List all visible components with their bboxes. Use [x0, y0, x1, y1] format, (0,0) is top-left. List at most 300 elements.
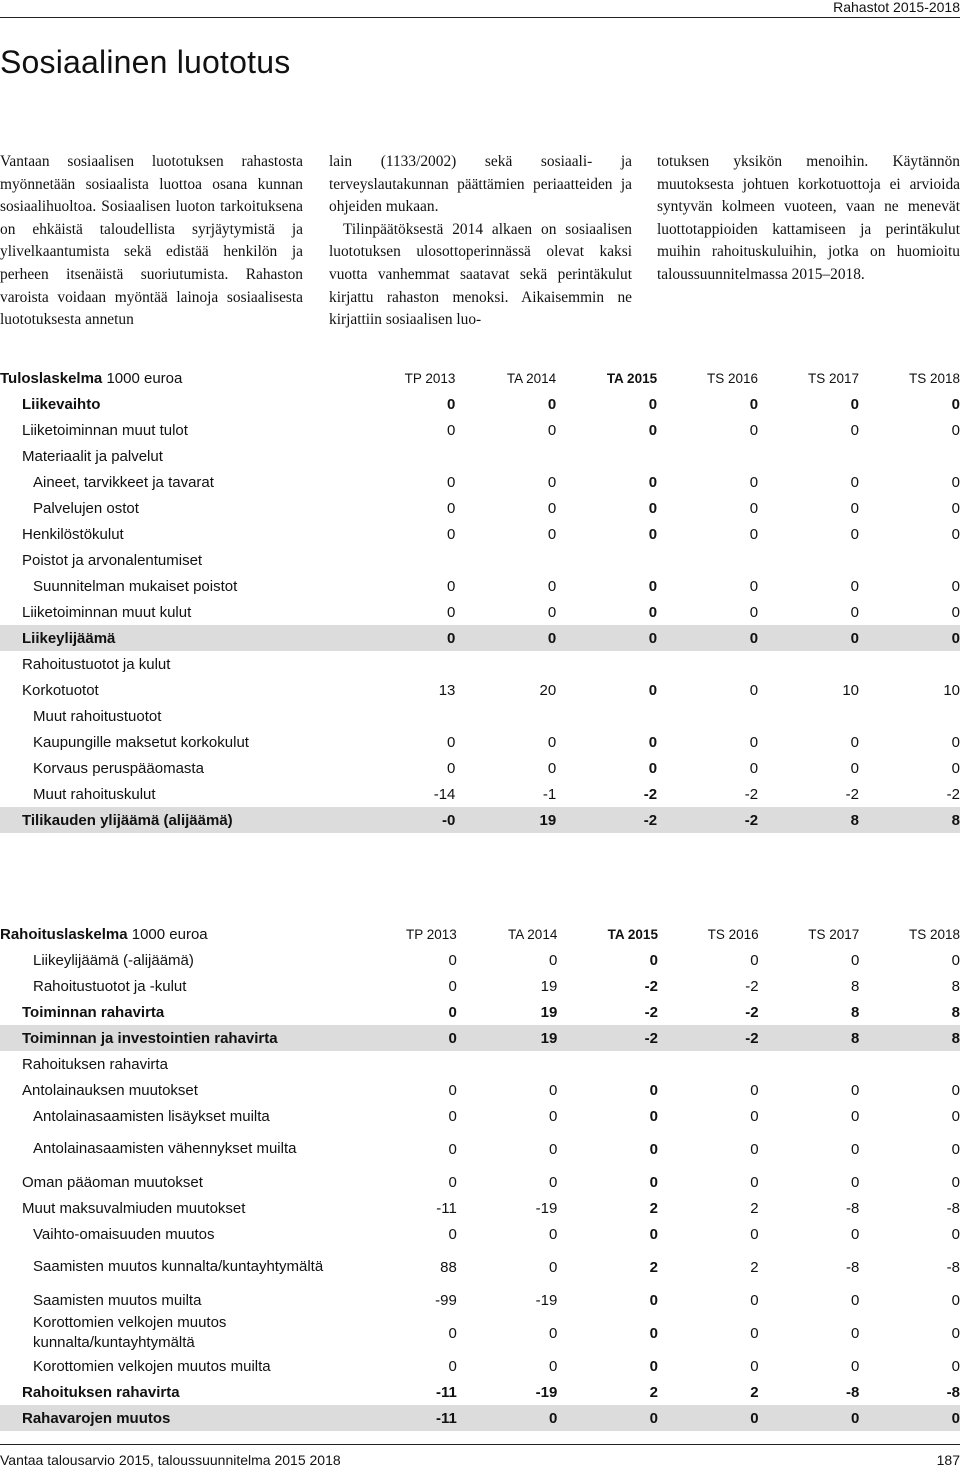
cell-value: 0 [547, 577, 557, 595]
cell-value: 0 [649, 1173, 658, 1191]
cell-value: 0 [951, 1081, 960, 1099]
column-header: TS 2018 [908, 926, 960, 942]
cell-value: 2 [649, 1383, 658, 1401]
cell-value: 0 [447, 577, 456, 595]
table-row [0, 1313, 960, 1353]
cell-value [657, 547, 758, 573]
row-label: Oman pääoman muutokset [22, 1173, 203, 1191]
row-label: Korottomien velkojen muutos muilta [33, 1357, 271, 1375]
cell-value: 0 [448, 1357, 457, 1375]
row-label: Saamisten muutos kunnalta/kuntayhtymältä [33, 1258, 324, 1275]
cell-value: 0 [758, 625, 859, 651]
table-row [0, 1247, 960, 1287]
cell-value: 0 [448, 1140, 457, 1158]
cell-value: 0 [457, 1405, 558, 1431]
cell-value: -2 [657, 807, 758, 833]
table-row [0, 443, 960, 469]
cell-value: 0 [850, 525, 859, 543]
cell-value: 8 [759, 1025, 860, 1051]
cell-value: 0 [448, 1324, 457, 1342]
cell-value: 0 [750, 1140, 759, 1158]
cell-value: 0 [749, 421, 759, 439]
cell-value: 0 [951, 577, 960, 595]
row-label: Korvaus peruspääomasta [33, 759, 204, 777]
row-label: Antolainauksen muutokset [22, 1081, 198, 1099]
intro-paragraph: totuksen yksikön menoihin. Käytännön muutoksesta johtuen korkotuottoja ei arvioida syntyvän kolmeen vuoteen, vaan ne menevät luottotappioiden kattamiseen ja perintäkulut muihin rahoituskuluihin, jotka on huomioitu taloussuunnitelmassa 2015‒2018. [657, 153, 960, 283]
cell-value [455, 547, 556, 573]
cell-value [455, 443, 556, 469]
cell-value: 0 [859, 1405, 960, 1431]
cell-value: 0 [447, 499, 456, 517]
cell-value: 0 [951, 1291, 960, 1309]
table-row [0, 1195, 960, 1221]
intro-column-2 [329, 151, 632, 332]
row-label: Rahoituksen rahavirta [22, 1055, 168, 1073]
cell-value [758, 703, 859, 729]
cell-value [457, 1051, 558, 1077]
intro-column-1 [0, 151, 303, 332]
table-row [0, 573, 960, 599]
cell-value: 0 [549, 1225, 558, 1243]
cell-value: 0 [448, 1225, 457, 1243]
cell-value [859, 651, 960, 677]
intro-paragraph: Tilinpäätöksestä 2014 alkaen on sosiaalisen luototuksen ulosottoperinnässä olevat kaksi vuotta vanhemmat saatavat sekä perintäkulut kirjattu rahaston menoksi. Aikaisemmin ne kirjattiin sosiaalisen luo- [329, 220, 632, 329]
cell-value: 0 [549, 1357, 558, 1375]
cell-value: -19 [535, 1199, 558, 1217]
cell-value: 0 [649, 1324, 658, 1342]
cell-value: -1 [542, 785, 557, 803]
cell-value: 0 [951, 473, 960, 491]
cell-value: -11 [436, 1199, 457, 1217]
column-header: TA 2014 [506, 370, 557, 386]
cell-value: 0 [549, 1324, 558, 1342]
row-label: Toiminnan ja investointien rahavirta [0, 1025, 356, 1051]
intro-column-3 [657, 151, 960, 287]
cell-value: -0 [354, 807, 455, 833]
cell-value [455, 703, 556, 729]
cell-value: 2 [649, 1199, 658, 1217]
row-label: Toiminnan rahavirta [22, 1003, 165, 1021]
cell-value: 0 [749, 603, 759, 621]
cell-value: -11 [356, 1405, 457, 1431]
cell-value: 0 [749, 577, 759, 595]
intro-paragraph: Vantaan sosiaalisen luototuksen rahastosta myönnetään sosiaalista luottoa osana kunnan sosiaalihuoltoa. Sosiaalisen luoton tarkoituksena on ehkäistä taloudellista syrjäytymistä ja ylivelkaantumista sekä edistää henkilön ja perheen itsenäistä suoriutumista. Rahaston varoista voidaan myöntää lainoja sosiaalisesta luototuksesta annetun [0, 153, 303, 329]
table-row [0, 729, 960, 755]
table-row [0, 1103, 960, 1129]
cell-value: 0 [448, 977, 457, 995]
cell-value: 0 [648, 525, 658, 543]
row-label: Aineet, tarvikkeet ja tavarat [33, 473, 214, 491]
cell-value: 10 [943, 681, 960, 699]
table-row [0, 1379, 960, 1405]
cell-value: 8 [951, 977, 960, 995]
table-row [0, 391, 960, 417]
cell-value: 0 [951, 733, 960, 751]
cell-value: 0 [648, 395, 658, 413]
cell-value: 0 [749, 733, 759, 751]
cell-value: -2 [557, 1025, 658, 1051]
cell-value: -14 [433, 785, 456, 803]
column-header: TS 2016 [707, 370, 759, 386]
cell-value: 0 [750, 1291, 759, 1309]
cell-value: 0 [447, 603, 456, 621]
table-row [0, 1353, 960, 1379]
cell-value: -2 [744, 785, 759, 803]
row-label: Vaihto-omaisuuden muutos [33, 1225, 215, 1243]
row-label: Rahoituksen rahavirta [22, 1383, 180, 1401]
cell-value: 0 [951, 951, 960, 969]
cell-value: 0 [648, 603, 658, 621]
column-header: TP 2013 [404, 370, 456, 386]
table-row [0, 703, 960, 729]
cell-value [759, 1051, 860, 1077]
cell-value: 0 [649, 1291, 658, 1309]
cell-value: 0 [547, 733, 557, 751]
row-label: Liiketoiminnan muut tulot [22, 421, 188, 439]
cell-value [657, 703, 758, 729]
cell-value: 0 [749, 681, 759, 699]
cell-value: 0 [547, 395, 557, 413]
column-header: TS 2018 [908, 370, 960, 386]
table-row [0, 947, 960, 973]
table-title-text: Rahoituslaskelma [0, 925, 128, 943]
table-row [0, 625, 960, 651]
cell-value: 0 [649, 951, 658, 969]
cell-value: 0 [354, 625, 455, 651]
table-row [0, 495, 960, 521]
cell-value [657, 443, 758, 469]
cell-value [758, 547, 859, 573]
cell-value: 0 [750, 951, 759, 969]
row-label: Rahoitustuotot ja -kulut [33, 977, 187, 995]
row-label: Rahavarojen muutos [0, 1405, 356, 1431]
cell-value: 8 [758, 807, 859, 833]
cell-value: 0 [750, 1081, 759, 1099]
cell-value: 0 [549, 1258, 558, 1276]
row-label: Antolainasaamisten vähennykset muilta [33, 1140, 297, 1157]
cell-value: 0 [447, 421, 456, 439]
running-title: Rahastot 2015-2018 [833, 0, 960, 15]
cell-value: 0 [850, 603, 859, 621]
row-label: Muut rahoitustuotot [33, 707, 162, 725]
cell-value: 0 [447, 733, 456, 751]
cell-value: 0 [951, 759, 960, 777]
cell-value: 0 [749, 525, 759, 543]
cell-value [657, 651, 758, 677]
cell-value: 0 [850, 395, 859, 413]
table-row [0, 547, 960, 573]
table-row [0, 1025, 960, 1051]
cell-value [354, 703, 455, 729]
cell-value: 0 [750, 1324, 759, 1342]
cell-value: 2 [649, 1258, 658, 1276]
cell-value: 0 [547, 499, 557, 517]
cell-value: 0 [850, 733, 859, 751]
cell-value: 0 [749, 473, 759, 491]
row-label: Saamisten muutos muilta [33, 1291, 202, 1309]
cell-value: 0 [455, 625, 556, 651]
cell-value: 2 [750, 1199, 759, 1217]
cell-value: 0 [448, 1081, 457, 1099]
cell-value: 8 [951, 1003, 960, 1021]
cell-value: 0 [648, 681, 658, 699]
cell-value: 0 [951, 1140, 960, 1158]
cell-value: 0 [448, 1003, 457, 1021]
column-header: TS 2016 [707, 926, 759, 942]
cell-value [556, 703, 657, 729]
column-header: TS 2017 [808, 926, 860, 942]
table-header-row [0, 365, 960, 391]
cell-value: -2 [845, 785, 859, 803]
table-row [0, 1169, 960, 1195]
table-row [0, 973, 960, 999]
table-row [0, 651, 960, 677]
table-row [0, 807, 960, 833]
cell-value: 0 [850, 759, 859, 777]
column-header: TP 2013 [406, 926, 457, 942]
running-header [0, 0, 960, 18]
row-label: Liikeylijäämä [0, 625, 354, 651]
cell-value: -8 [845, 1258, 860, 1276]
row-label: Liiketoiminnan muut kulut [22, 603, 192, 621]
cell-value: 0 [447, 473, 456, 491]
cell-value: 88 [440, 1258, 457, 1276]
cell-value: 0 [549, 1140, 558, 1158]
cell-value: 0 [448, 1173, 457, 1191]
cell-value: 0 [547, 759, 557, 777]
cell-value: 0 [850, 577, 859, 595]
cell-value: 8 [850, 1003, 860, 1021]
table-row [0, 999, 960, 1025]
cell-value: 0 [859, 625, 960, 651]
row-label: Henkilöstökulut [22, 525, 124, 543]
cell-value: 0 [648, 759, 658, 777]
intro-paragraph: lain (1133/2002) sekä sosiaali- ja terveyslautakunnan päättämien periaatteiden ja ohjeiden mukaan. [329, 153, 632, 216]
cell-value: 0 [648, 499, 658, 517]
cell-value: 0 [951, 1225, 960, 1243]
column-header: TA 2015 [607, 926, 658, 942]
table-row [0, 469, 960, 495]
cell-value: 2 [750, 1258, 759, 1276]
row-label: Liikeylijäämä (-alijäämä) [33, 951, 194, 969]
cell-value: 0 [547, 603, 557, 621]
cell-value: 0 [549, 951, 558, 969]
cell-value [859, 1051, 960, 1077]
row-label: Poistot ja arvonalentumiset [22, 551, 203, 569]
cell-value: -8 [845, 1199, 860, 1217]
cell-value: -2 [644, 1003, 658, 1021]
cell-value: 0 [447, 395, 456, 413]
cell-value: 19 [455, 807, 556, 833]
row-label: Muut maksuvalmiuden muutokset [22, 1199, 246, 1217]
table-row [0, 1287, 960, 1313]
cell-value [556, 443, 657, 469]
cell-value: 0 [649, 1140, 658, 1158]
footer-publication: Vantaa talousarvio 2015, taloussuunnitelma 2015 2018 [0, 1452, 341, 1468]
cell-value: 0 [759, 1405, 860, 1431]
row-label: Tilikauden ylijäämä (alijäämä) [0, 807, 354, 833]
cell-value: 0 [850, 1081, 860, 1099]
row-label: Rahoitustuotot ja kulut [22, 655, 171, 673]
cell-value: 0 [648, 421, 658, 439]
cell-value [658, 1051, 759, 1077]
cell-value: 0 [750, 1357, 759, 1375]
cell-value: 0 [951, 1357, 960, 1375]
cell-value: 20 [539, 681, 557, 699]
table-row [0, 781, 960, 807]
row-label: Suunnitelman mukaiset poistot [33, 577, 238, 595]
column-header: TA 2015 [606, 370, 658, 386]
cell-value [354, 443, 455, 469]
cell-value: 8 [859, 807, 960, 833]
cell-value: 0 [750, 1225, 759, 1243]
cell-value: 0 [649, 1357, 658, 1375]
cell-value: 13 [438, 681, 456, 699]
cell-value: 0 [850, 1324, 860, 1342]
row-label: Antolainasaamisten lisäykset muilta [33, 1107, 270, 1125]
cell-value: 0 [850, 1140, 860, 1158]
cell-value: 0 [850, 473, 859, 491]
cell-value: -2 [643, 785, 658, 803]
cell-value: -2 [946, 785, 960, 803]
cell-value [758, 443, 859, 469]
cell-value: -2 [658, 1025, 759, 1051]
cell-value: 8 [859, 1025, 960, 1051]
cell-value: 0 [648, 473, 658, 491]
cell-value [455, 651, 556, 677]
cell-value: -11 [435, 1383, 457, 1401]
cell-value [859, 443, 960, 469]
cell-value: 0 [549, 1173, 558, 1191]
cell-value: 0 [447, 525, 456, 543]
cell-value: 19 [540, 1003, 558, 1021]
cell-value: 0 [749, 499, 759, 517]
cell-value: 0 [750, 1107, 759, 1125]
cell-value: 0 [356, 1025, 457, 1051]
cell-value: 0 [850, 951, 860, 969]
cell-value: 0 [547, 525, 557, 543]
table-row [0, 521, 960, 547]
cell-value: 0 [447, 759, 456, 777]
table-row [0, 755, 960, 781]
cell-value: 0 [850, 1107, 860, 1125]
cell-value: 8 [850, 977, 860, 995]
page-title: Sosiaalinen luototus [0, 44, 291, 80]
cell-value: 0 [547, 473, 557, 491]
cell-value: 0 [850, 1225, 860, 1243]
row-label: Korottomien velkojen muutos kunnalta/kuntayhtymältä [33, 1314, 227, 1351]
table-title [0, 921, 356, 947]
cash-flow-table [0, 921, 960, 1431]
table-row [0, 1077, 960, 1103]
cell-value: -2 [745, 977, 759, 995]
cell-value: 0 [749, 759, 759, 777]
cell-value: 0 [547, 421, 557, 439]
table-row [0, 1129, 960, 1169]
row-label: Muut rahoituskulut [33, 785, 156, 803]
cell-value: 0 [649, 1225, 658, 1243]
cell-value: 0 [448, 951, 457, 969]
income-statement-table [0, 365, 960, 833]
table-title-text: Tuloslaskelma [0, 369, 103, 387]
cell-value [354, 651, 455, 677]
cell-value: -8 [946, 1383, 960, 1401]
cell-value: 0 [850, 499, 859, 517]
cell-value [859, 703, 960, 729]
cell-value: 0 [750, 1173, 759, 1191]
cell-value: 0 [951, 603, 960, 621]
cell-value: 0 [850, 1291, 860, 1309]
cell-value: -8 [845, 1383, 860, 1401]
cell-value: 0 [951, 1173, 960, 1191]
cell-value: 0 [850, 1173, 860, 1191]
table-unit: 1000 euroa [127, 925, 208, 943]
table-row [0, 599, 960, 625]
cell-value: 0 [549, 1107, 558, 1125]
page-footer [0, 1444, 960, 1468]
cell-value: -19 [535, 1291, 558, 1309]
cell-value: 0 [556, 625, 657, 651]
cell-value: 0 [951, 499, 960, 517]
cell-value: -19 [535, 1383, 558, 1401]
cell-value: 0 [649, 1107, 658, 1125]
row-label: Materiaalit ja palvelut [22, 447, 163, 465]
column-header: TA 2014 [508, 926, 558, 942]
cell-value [758, 651, 859, 677]
cell-value: 19 [540, 977, 558, 995]
cell-value: 0 [549, 1081, 558, 1099]
cell-value: 19 [457, 1025, 558, 1051]
cell-value: -2 [644, 977, 658, 995]
cell-value: 0 [951, 1107, 960, 1125]
cell-value: 0 [951, 421, 960, 439]
cell-value: 0 [850, 1357, 860, 1375]
cell-value [556, 651, 657, 677]
cell-value [557, 1051, 658, 1077]
cell-value: -8 [946, 1258, 960, 1276]
cell-value: 0 [557, 1405, 658, 1431]
cell-value [859, 547, 960, 573]
cell-value: 0 [648, 577, 658, 595]
column-header: TS 2017 [807, 370, 859, 386]
cell-value: 10 [842, 681, 859, 699]
table-row [0, 677, 960, 703]
cell-value: 0 [951, 525, 960, 543]
table-row [0, 1051, 960, 1077]
cell-value: 0 [749, 395, 759, 413]
table-header-row [0, 921, 960, 947]
row-label: Palvelujen ostot [33, 499, 139, 517]
cell-value: 2 [750, 1383, 759, 1401]
cell-value: -2 [556, 807, 657, 833]
cell-value: 0 [850, 421, 859, 439]
table-title [0, 365, 354, 391]
cell-value [356, 1051, 457, 1077]
table-row [0, 1405, 960, 1431]
row-label: Liikevaihto [22, 395, 101, 413]
cell-value: -99 [435, 1291, 457, 1309]
cell-value [556, 547, 657, 573]
row-label: Kaupungille maksetut korkokulut [33, 733, 249, 751]
cell-value: 0 [649, 1081, 658, 1099]
cell-value [354, 547, 455, 573]
cell-value: 0 [951, 395, 960, 413]
table-row [0, 1221, 960, 1247]
cell-value: 0 [951, 1324, 960, 1342]
page-number: 187 [936, 1452, 960, 1468]
table-unit: 1000 euroa [102, 369, 183, 387]
cell-value: 0 [658, 1405, 759, 1431]
